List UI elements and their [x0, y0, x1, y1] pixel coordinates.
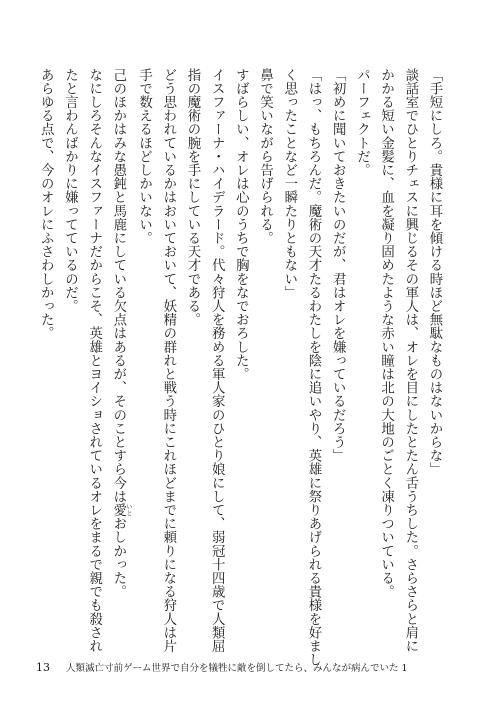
ruby-reading: いと [124, 503, 132, 517]
text-line: 「はっ、もちろんだ。魔術の天才たるわたしを陰に追いやり、英雄に祭りあげられる貴様を好まし [305, 68, 321, 667]
text-line: 鼻で笑いながら告げられる。 [257, 68, 273, 245]
text-line: パーフェクトだ。 [354, 68, 370, 177]
body-text [33, 68, 446, 667]
text-line: イスファーナ・ハイデラード。代々狩人を務める軍人家のひとり娘にして、弱冠十四歳で人類屈 [209, 68, 225, 653]
text-line: どう思われているかはおいておいて、妖精の群れと戦う時にこれほどまでに頼りになる狩人は片 [160, 68, 176, 653]
text-line: かかる短い金髪に、血を凝り固めたような赤い瞳は北の大地のごとく凍りついている。 [378, 68, 394, 599]
text-line: すばらしい、オレは心のうちで胸をなでおろした。 [233, 68, 249, 381]
text-line: あらゆる点で、今のオレにふさわしかった。 [38, 68, 54, 340]
text-line: く思ったことなど一瞬たりともない」 [281, 68, 297, 300]
text-line: たと言わんばかりに嫌ってているのだ。 [62, 68, 78, 313]
text-line: 「初めに聞いておきたいのだが、君はオレを嫌っているだろう」 [330, 68, 346, 463]
text-line-with-ruby: 己のほかはみな愚鈍と馬鹿にしている欠点はあるが、そのことすら今は愛 いとおしかった。 [110, 68, 132, 599]
text-line: 指の魔術の腕を手にしている天才である。 [184, 68, 200, 327]
running-title: 人類滅亡寸前ゲーム世界で自分を犠牲に敵を倒してたら、みんなが病んでいた 1 [66, 663, 408, 674]
text-line: 「手短にしろ。貴様に耳を傾ける時ほど無駄なものはないからな」 [427, 68, 442, 476]
text-line: 手で数えるほどしかいない。 [136, 68, 152, 245]
page-number: 13 [36, 661, 50, 674]
text-line: なにしろそんなイスファーナだからこそ、英雄とヨイショされているオレをまるで親でも殺され [86, 68, 102, 653]
text-line: 談話室でひとりチェスに興じるその軍人は、オレを目にしたとたん舌うちした。さらさらと肩に [402, 68, 418, 653]
page-footer [36, 660, 408, 674]
ruby-annotated-word: 愛 いと [110, 503, 132, 517]
